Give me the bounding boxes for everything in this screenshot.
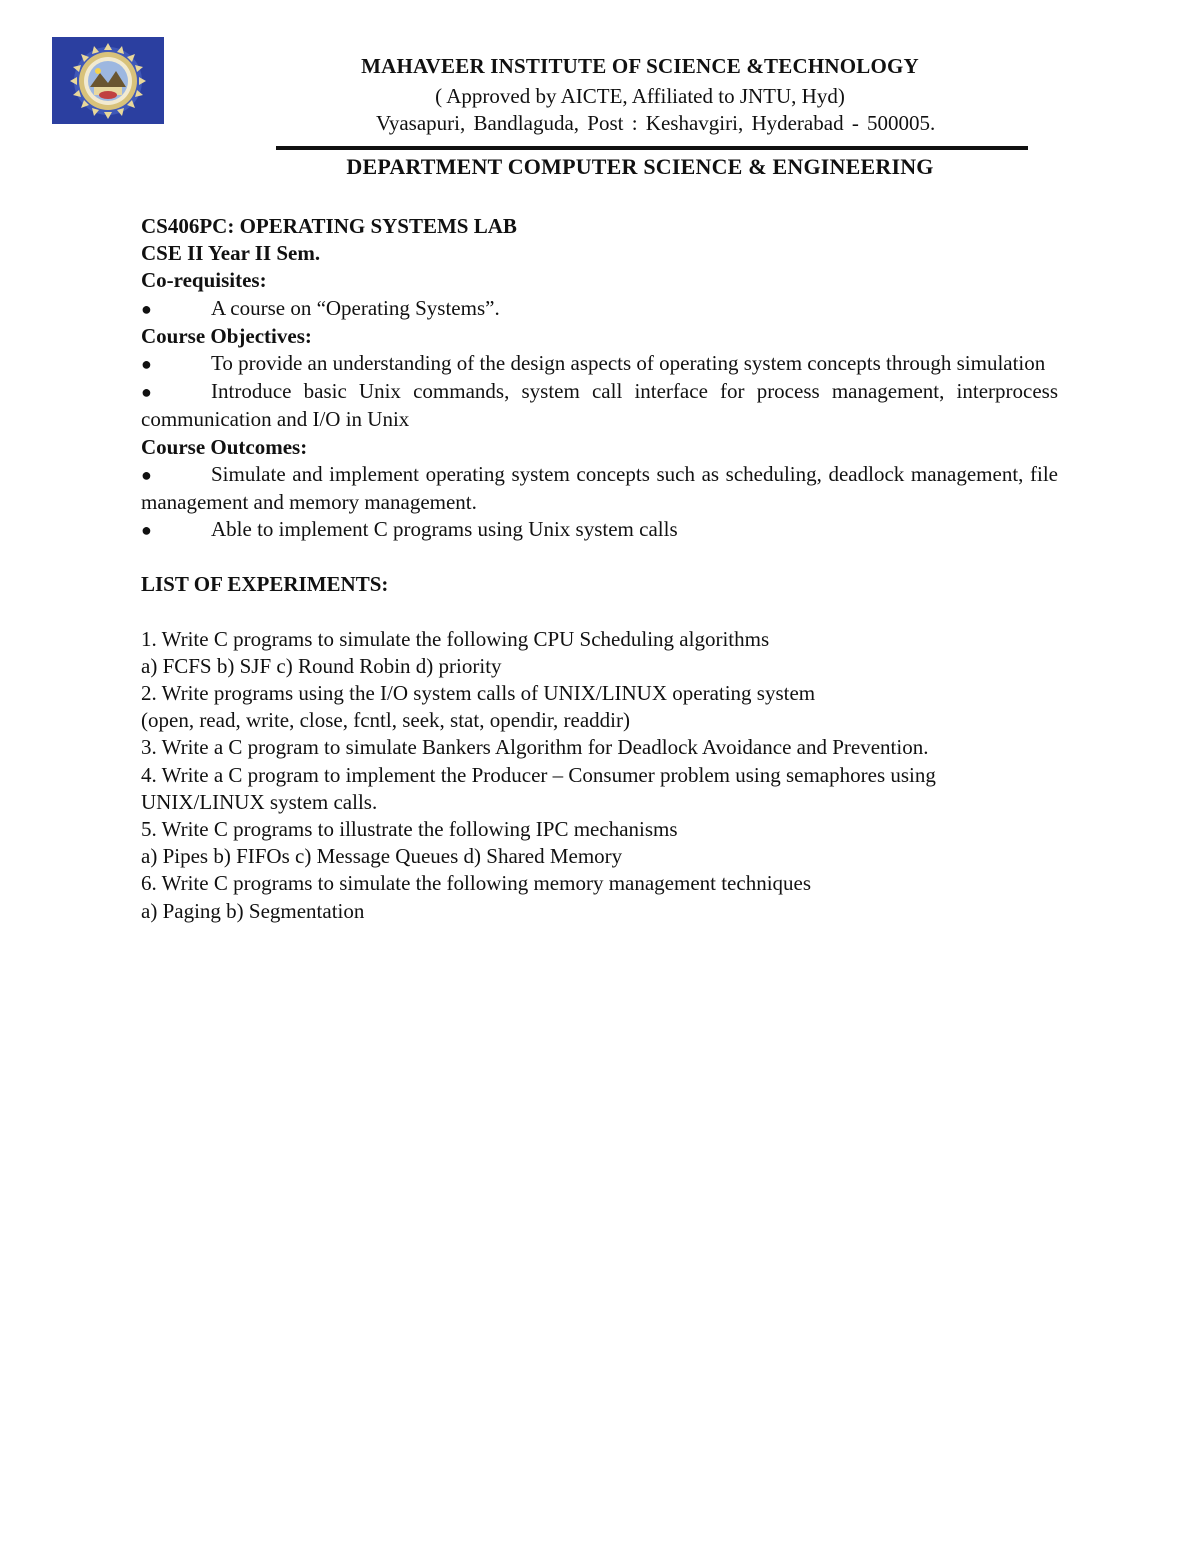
experiment-line: 1. Write C programs to simulate the following CPU Scheduling algorithms <box>141 626 770 651</box>
course-title: CS406PC: OPERATING SYSTEMS LAB <box>141 214 517 238</box>
experiment-line: a) FCFS b) SJF c) Round Robin d) priority <box>141 653 502 678</box>
objectives-heading: Course Objectives: <box>141 323 312 348</box>
institute-name: MAHAVEER INSTITUTE OF SCIENCE &TECHNOLOGY <box>361 54 919 78</box>
experiment-line: 2. Write programs using the I/O system calls of UNIX/LINUX operating system <box>141 681 816 706</box>
objective-text: Introduce basic Unix commands, system call interface for process management, interprocess communication and I/O in Unix <box>141 379 1058 432</box>
outcomes-heading: Course Outcomes: <box>141 434 308 459</box>
bullet-icon: ● <box>141 382 152 403</box>
outcome-item <box>141 516 1058 544</box>
approval-line: ( Approved by AICTE, Affiliated to JNTU, Hyd) <box>435 84 845 108</box>
corequisite-item <box>141 295 1058 323</box>
experiment-line: a) Paging b) Segmentation <box>141 898 365 923</box>
experiment-line: 5. Write C programs to illustrate the following IPC mechanisms <box>141 817 678 842</box>
bullet-icon: ● <box>141 354 152 375</box>
experiment-line: (open, read, write, close, fcntl, seek, stat, opendir, readdir) <box>141 708 630 733</box>
objective-text: To provide an understanding of the design aspects of operating system concepts through simulation <box>211 351 1046 376</box>
experiments-heading: LIST OF EXPERIMENTS: <box>141 572 389 597</box>
outcome-text: Able to implement C programs using Unix system calls <box>211 517 678 542</box>
spacer <box>141 544 1058 571</box>
experiment-line: 6. Write C programs to simulate the following memory management techniques <box>141 871 812 896</box>
syllabus-body <box>141 213 1058 925</box>
bullet-icon: ● <box>141 520 152 541</box>
experiment-line: a) Pipes b) FIFOs c) Message Queues d) Shared Memory <box>141 844 623 869</box>
college-emblem-icon <box>52 37 164 124</box>
experiment-line: 4. Write a C program to implement the Producer – Consumer problem using semaphores using UNIX/LINUX system calls. <box>141 762 936 814</box>
corequisites-heading: Co-requisites: <box>141 268 267 293</box>
objective-item <box>141 350 1058 378</box>
department-title: DEPARTMENT COMPUTER SCIENCE & ENGINEERING <box>346 154 934 179</box>
experiment-line: 3. Write a C program to simulate Bankers Algorithm for Deadlock Avoidance and Prevention. <box>141 735 929 760</box>
bullet-icon: ● <box>141 298 152 319</box>
spacer <box>141 599 1058 626</box>
outcome-text: Simulate and implement operating system concepts such as scheduling, deadlock management, file management and memory management. <box>141 461 1058 515</box>
corequisite-text: A course on “Operating Systems”. <box>211 295 500 320</box>
header-divider <box>276 146 1028 150</box>
address-line: Vyasapuri, Bandlaguda, Post : Keshavgiri, Hyderabad - 500005. <box>376 111 936 135</box>
outcome-item <box>141 461 1058 516</box>
objective-item <box>141 378 1058 433</box>
course-year-sem: CSE II Year II Sem. <box>141 241 321 266</box>
bullet-icon: ● <box>141 464 152 485</box>
